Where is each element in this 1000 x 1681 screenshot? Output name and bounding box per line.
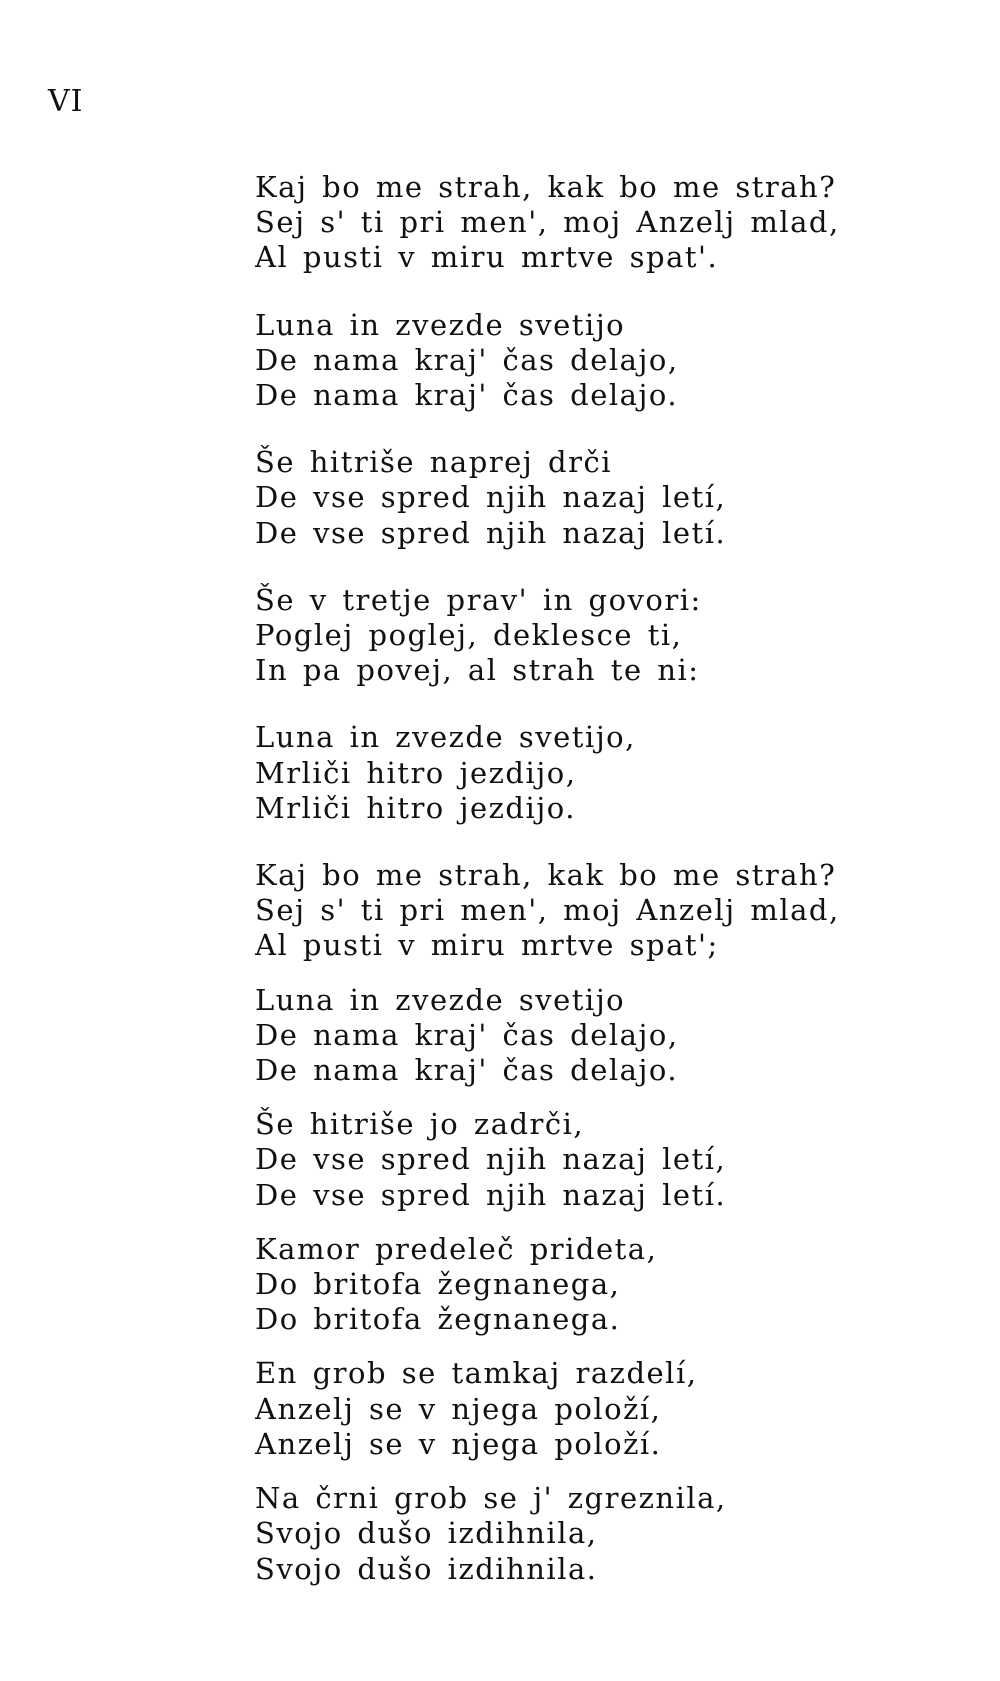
poem-line: Mrliči hitro jezdijo, [255,755,577,790]
stanza-1 [255,170,975,276]
poem-line: Do britofa žegnanega. [255,1302,621,1337]
stanza-10 [255,1356,975,1462]
stanza-3 [255,445,975,551]
poem-line: In pa povej, al strah te ni: [255,653,700,688]
poem-line: Anzelj se v njega položí. [255,1426,662,1461]
poem-line: Svojo dušo izdihnila, [255,1516,598,1551]
poem-line: Na črni grob se j' zgreznila, [255,1481,727,1516]
stanza-9 [255,1232,975,1338]
stanza-2 [255,308,975,414]
poem-line: Luna in zvezde svetijo [255,982,626,1017]
poem-line: Anzelj se v njega položí, [255,1391,662,1426]
poem-line: En grob se tamkaj razdelí, [255,1356,698,1391]
poem-line: Mrliči hitro jezdijo. [255,790,576,825]
poem-line: Al pusti v miru mrtve spat'; [255,928,719,963]
poem-line: Poglej poglej, deklesce ti, [255,618,683,653]
stanza-5 [255,720,975,826]
poem-line: Luna in zvezde svetijo [255,307,626,342]
poem-line: Kaj bo me strah, kak bo me strah? [255,170,837,204]
poem-line: Sej s' ti pri men', moj Anzelj mlad, [255,205,840,240]
poem-line: Kamor predeleč prideta, [255,1231,658,1266]
poem-line: Še v tretje prav' in govori: [255,582,702,617]
poem-line: De vse spred njih nazaj letí. [255,515,727,550]
poem-line: De vse spred njih nazaj letí, [255,480,727,515]
poem-line: Kaj bo me strah, kak bo me strah? [255,858,837,893]
poem-line: De vse spred njih nazaj letí, [255,1142,727,1177]
poem-line: De nama kraj' čas delajo, [255,1017,679,1052]
stanza-4 [255,583,975,689]
poem-line: Svojo dušo izdihnila. [255,1551,598,1586]
stanza-11 [255,1481,975,1587]
poem-line: De vse spred njih nazaj letí. [255,1177,727,1212]
poem-line: De nama kraj' čas delajo. [255,378,679,413]
poem-line: Še hitriše naprej drči [255,445,612,480]
poem-line: Še hitriše jo zadrči, [255,1107,585,1142]
poem [255,170,975,1587]
poem-line: De nama kraj' čas delajo. [255,1053,679,1088]
stanza-6 [255,858,975,964]
page-number: VI [48,84,84,119]
poem-line: Sej s' ti pri men', moj Anzelj mlad, [255,893,840,928]
poem-line: De nama kraj' čas delajo, [255,342,679,377]
poem-line: Do britofa žegnanega, [255,1267,621,1302]
stanza-7 [255,983,975,1089]
stanza-8 [255,1107,975,1213]
poem-line: Al pusti v miru mrtve spat'. [255,240,719,275]
poem-line: Luna in zvezde svetijo, [255,720,636,755]
